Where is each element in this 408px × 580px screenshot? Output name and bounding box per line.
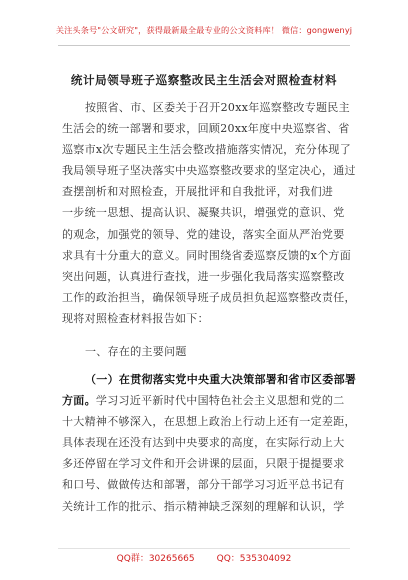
footer-qq-number: QQ：535304092: [216, 554, 292, 564]
paragraph-line: 求具有十分重大的意义。同时围绕省委巡察反馈的x个方面: [62, 248, 352, 262]
paragraph-line: 突出问题，认真进行查找，进一步强化我局落实巡察整改: [62, 269, 345, 283]
paragraph-line: 具体表现在还没有达到中央要求的高度，在实际行动上大: [62, 436, 345, 450]
paragraph-line: 的观念，加强党的领导、党的建设，落实全面从严治党要: [62, 227, 345, 241]
paragraph-line: 关统计工作的批示、指示精神缺乏深刻的理解和认识，学: [62, 499, 345, 513]
paragraph-line: 巡察市x次专题民主生活会整改措施落实情况，充分体现了: [62, 143, 352, 157]
section-heading: 一、存在的主要问题: [85, 345, 187, 358]
header-divider: [58, 45, 350, 46]
document-title: 统计局领导班子巡察整改民主生活会对照检查材料: [70, 73, 338, 87]
intro-paragraph: [62, 97, 356, 329]
paragraph-line: 多还停留在学习文件和开会讲课的层面，只限于提提要求: [62, 457, 345, 471]
paragraph-line: 按照省、市、区委关于召开20xx年巡察整改专题民主: [85, 101, 350, 114]
subsection-heading-line: （一）在贯彻落实党中央重大决策部署和省市区委部署: [85, 373, 357, 386]
paragraph-line: 生活会的统一部署和要求，回顾20xx年度中央巡察省、省: [62, 122, 350, 136]
footer-divider: [58, 548, 350, 549]
subsection-heading-line: 方面。: [62, 394, 96, 408]
subsection-paragraph: [62, 369, 357, 517]
footer-contact: [0, 551, 408, 564]
header-promo-text: 关注头条号"公文研究"，获得最新最全最专业的公文资料库！ 微信：gongwenyj: [55, 25, 353, 35]
paragraph-line: 一步统一思想、提高认识、凝聚共识，增强党的意识、党: [62, 206, 345, 220]
paragraph-line: 和口号、做做传达和部署，部分干部学习习近平总书记有: [62, 478, 345, 492]
paragraph-line: 查摆剖析和对照检查，开展批评和自我批评，对我们进: [62, 185, 334, 199]
paragraph-line: 工作的政治担当，确保领导班子成员担负起巡察整改责任，: [62, 290, 356, 304]
footer-qq-group: QQ群：30265665: [116, 554, 195, 564]
paragraph-line: 十大精神不够深入，在思想上政治上行动上还有一定差距，: [62, 415, 356, 429]
paragraph-line: 现将对照检查材料报告如下：: [62, 311, 209, 325]
paragraph-line: 学习习近平新时代中国特色社会主义思想和党的二: [95, 394, 345, 408]
paragraph-line: 我局领导班子坚决落实中央巡察整改要求的坚定决心，通过: [62, 164, 356, 178]
